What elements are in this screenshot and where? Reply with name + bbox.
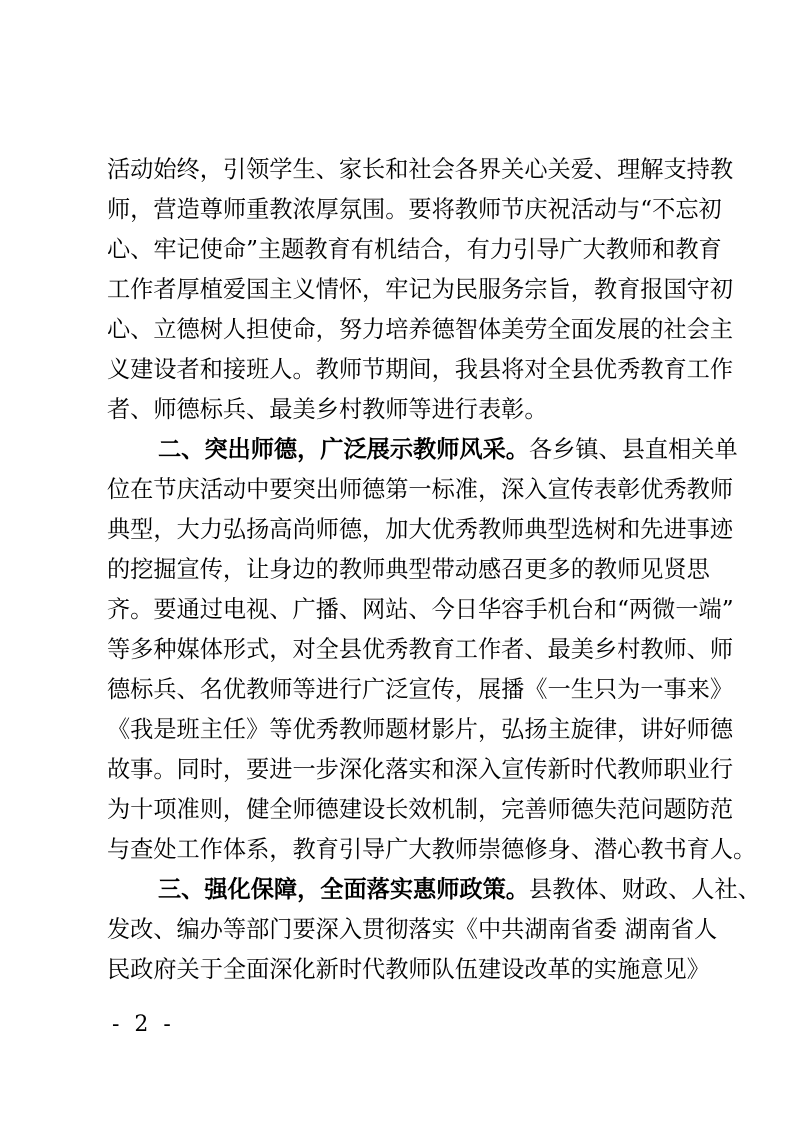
paragraph-line: 工作者厚植爱国主义情怀，牢记为民服务宗旨，教育报国守初 <box>107 276 734 303</box>
section-2-first-line <box>158 430 738 470</box>
section-2-first-line-text: 各乡镇、县直相关单 <box>529 436 738 463</box>
paragraph-line: 心、牢记使命”主题教育有机结合，有力引导广大教师和教育 <box>107 236 722 263</box>
paragraph-line: 《我是班主任》等优秀教师题材影片，弘扬主旋律，讲好师德 <box>107 716 734 743</box>
paragraph-line: 师，营造尊师重教浓厚氛围。要将教师节庆祝活动与“不忘初 <box>107 196 722 223</box>
paragraph-line: 发改、编办等部门要深入贯彻落实《中共湖南省委 湖南省人 <box>107 916 718 943</box>
paragraph-line: 故事。同时，要进一步深化落实和深入宣传新时代教师职业行 <box>107 756 734 783</box>
page-number: - 2 - <box>112 1012 175 1037</box>
section-3-heading: 三、强化保障，全面落实惠师政策。 <box>158 876 529 903</box>
paragraph-line: 与查处工作体系，教育引导广大教师崇德修身、潜心教书育人。 <box>107 836 757 863</box>
paragraph-line: 德标兵、名优教师等进行广泛宣传，展播《一生只为一事来》 <box>107 676 734 703</box>
paragraph-line: 位在节庆活动中要突出师德第一标准，深入宣传表彰优秀教师 <box>107 476 734 503</box>
paragraph-line: 者、师德标兵、最美乡村教师等进行表彰。 <box>107 396 548 423</box>
paragraph-line: 活动始终，引领学生、家长和社会各界关心关爱、理解支持教 <box>107 156 734 183</box>
paragraph-line: 齐。要通过电视、广播、网站、今日华容手机台和“两微一端” <box>107 596 734 623</box>
paragraph-line: 民政府关于全面深化新时代教师队伍建设改革的实施意见》 <box>107 956 710 983</box>
paragraph-line: 典型，大力弘扬高尚师德，加大优秀教师典型选树和先进事迹 <box>107 516 734 543</box>
section-2-heading: 二、突出师德，广泛展示教师风采。 <box>158 436 529 463</box>
section-3-first-line-text: 县教体、财政、人社、 <box>529 876 761 903</box>
section-3-first-line <box>158 870 761 910</box>
paragraph-line: 心、立德树人担使命，努力培养德智体美劳全面发展的社会主 <box>107 316 734 343</box>
paragraph-line: 等多种媒体形式，对全县优秀教育工作者、最美乡村教师、师 <box>107 636 734 663</box>
paragraph-line: 为十项准则，健全师德建设长效机制，完善师德失范问题防范 <box>107 796 734 823</box>
paragraph-line: 的挖掘宣传，让身边的教师典型带动感召更多的教师见贤思 <box>107 556 710 583</box>
paragraph-line: 义建设者和接班人。教师节期间，我县将对全县优秀教育工作 <box>107 356 734 383</box>
